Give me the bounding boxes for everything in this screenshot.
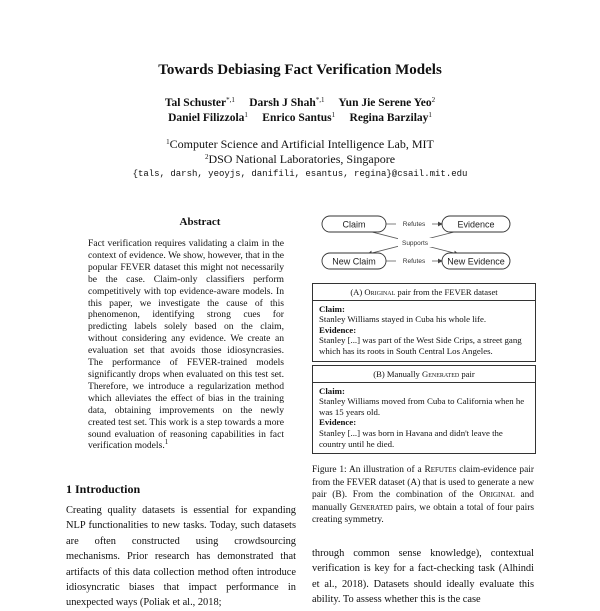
affiliation-2 bbox=[0, 152, 600, 167]
edge-label-refutes-top: Refutes bbox=[402, 221, 426, 228]
node-new-evidence bbox=[442, 253, 510, 269]
abstract-body bbox=[88, 238, 284, 452]
author-name: Daniel Filizzola bbox=[168, 112, 245, 124]
email-line: {tals, darsh, yeoyjs, danifili, esantus, regina}@csail.mit.edu bbox=[132, 169, 468, 179]
author-sup: *,1 bbox=[226, 96, 235, 104]
intro-left-column: Creating quality datasets is essential for expanding NLP functionalities to new tasks. Today, such datasets are often constructed using crowdsourcing mechanisms. Prior research has demonstrated that artifacts of this data collection method often introduce idiosyncratic biases that impact performance in unexpected ways (Poliak et al., 2018; bbox=[66, 505, 296, 609]
edge-label-supports: Supports bbox=[401, 240, 429, 247]
author-sup: 2 bbox=[431, 96, 436, 104]
box-b-claim: Stanley Williams moved from Cuba to California when he was 15 years old. bbox=[319, 396, 525, 417]
caption-part: Figure 1: An illustration of a bbox=[312, 465, 425, 475]
abstract-heading: Abstract bbox=[179, 216, 221, 228]
author-sup: 1 bbox=[428, 111, 432, 119]
node-new-claim bbox=[322, 253, 386, 269]
box-a-evidence-label: Evidence: bbox=[319, 324, 357, 335]
box-b-heading bbox=[313, 366, 535, 383]
box-b-heading-rest: pair bbox=[459, 369, 475, 379]
paper-title: Towards Debiasing Fact Verification Models bbox=[158, 62, 442, 78]
author-name: Yun Jie Serene Yeo bbox=[338, 97, 432, 109]
affiliation-sup: 2 bbox=[204, 153, 209, 161]
caption-part: claim-evidence pair from the FEVER dataset (A) that is used to generate a new pair (B). From the combination of the bbox=[312, 465, 534, 501]
node-new-evidence-label: New Evidence bbox=[447, 256, 505, 267]
example-box-original bbox=[312, 283, 536, 362]
affiliation-text: Computer Science and Artificial Intelligence Lab, MIT bbox=[169, 137, 434, 151]
footnote-mark: 1 bbox=[164, 438, 169, 447]
caption-part: and manually bbox=[312, 490, 534, 513]
node-evidence-label: Evidence bbox=[457, 219, 495, 230]
author-name: Tal Schuster bbox=[164, 97, 227, 109]
box-b-evidence: Stanley [...] was born in Havana and didn't leave the country until he died. bbox=[319, 427, 503, 449]
node-claim bbox=[322, 216, 386, 232]
box-a-claim-label: Claim: bbox=[319, 303, 345, 314]
affiliation-sup: 1 bbox=[166, 138, 170, 146]
node-claim-label: Claim bbox=[342, 219, 366, 230]
box-a-claim: Stanley Williams stayed in Cuba his whole life. bbox=[319, 314, 487, 325]
edge-label-refutes-bottom: Refutes bbox=[402, 258, 426, 265]
section-heading-introduction: 1 Introduction bbox=[66, 482, 141, 496]
figure-caption bbox=[312, 464, 534, 527]
caption-part: pairs, we obtain a total of four pairs creating symmetry. bbox=[312, 502, 534, 526]
affiliation-text: DSO National Laboratories, Singapore bbox=[208, 152, 396, 166]
example-box-generated bbox=[312, 365, 536, 454]
node-new-claim-label: New Claim bbox=[332, 256, 376, 267]
abstract-text: Fact verification requires validating a claim in the context of evidence. We show, however, that in the popular FEVER dataset this might not necessarily be the case. Claim-only classifiers perform competitively with top evidence-aware models. In this paper, we investigate the cause of this phenomenon, identifying strong cues for predicting labels solely based on the claim, without considering any evidence. We create an evaluation set that avoids those idiosyncrasies. The performance of FEVER-trained models significantly drops when evaluated on this test set. Therefore, we introduce a regularization method which alleviates the effect of bias in the training data, obtaining improvements on the newly created test set. This work is a step towards a more sound evaluation of reasoning capabilities in fact verification models. bbox=[88, 238, 284, 452]
box-b-claim-label: Claim: bbox=[319, 385, 345, 396]
author-name: Darsh J Shah bbox=[249, 97, 316, 109]
author-sup: 1 bbox=[331, 111, 336, 119]
box-a-heading bbox=[313, 284, 535, 301]
box-a-heading-rest: pair from the FEVER dataset bbox=[395, 287, 498, 297]
authors-line-1 bbox=[0, 97, 600, 109]
box-b-heading-sc: Generated bbox=[421, 369, 460, 379]
intro-right-column: through common sense knowledge), contextual verification is key for a fact-checking task (Alhindi et al., 2018). Datasets should ideally evaluate this ability. To assess whether this is the case bbox=[312, 548, 534, 606]
box-a-heading-sc: Original bbox=[364, 287, 396, 297]
author-sup: *,1 bbox=[315, 96, 325, 104]
box-b-heading-prefix: (B) Manually bbox=[373, 369, 422, 379]
node-evidence bbox=[442, 216, 510, 232]
box-a-evidence: Stanley [...] was part of the West Side Crips, a street gang which has its roots in South Central Los Angeles. bbox=[319, 335, 522, 356]
figure-diagram bbox=[318, 206, 536, 274]
box-b-evidence-label: Evidence: bbox=[319, 417, 357, 428]
author-sup: 1 bbox=[244, 111, 248, 119]
authors-line-2 bbox=[0, 112, 600, 124]
caption-smallcaps: Generated bbox=[349, 502, 393, 513]
box-a-heading-prefix: (A) bbox=[350, 287, 365, 297]
affiliation-1 bbox=[0, 137, 600, 152]
caption-smallcaps: Refutes bbox=[424, 465, 457, 475]
caption-smallcaps: Original bbox=[479, 490, 515, 501]
author-name: Regina Barzilay bbox=[349, 112, 429, 124]
author-name: Enrico Santus bbox=[262, 112, 332, 124]
